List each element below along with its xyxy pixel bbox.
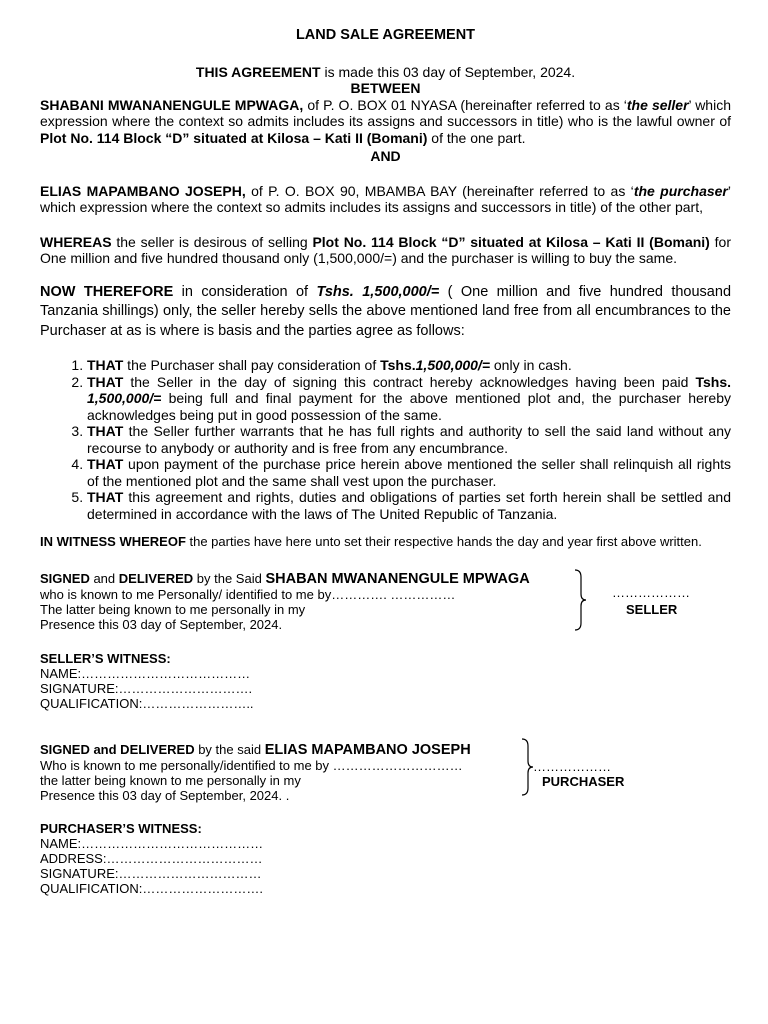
seller-text: of P. O. BOX 01 NYASA (hereinafter referred to as ‘	[303, 96, 627, 113]
clause-text-end: being full and final payment for the above mentioned plot and, the purchaser hereby acknowledges being put in good possession of the same.	[87, 390, 731, 423]
clause-item	[87, 489, 731, 522]
purchaser-term: the purchaser	[633, 182, 728, 199]
purchaser-witness-name-field: NAME:……………………………………	[40, 836, 264, 851]
clause-amount-value: 1,500,000/=	[87, 390, 162, 406]
clause-text: this agreement and rights, duties and obligations of parties set forth herein shall be settled and determined in accordance with the laws of The United Republic of Tanzania.	[87, 489, 731, 522]
in-witness-bold: IN WITNESS WHEREOF	[40, 534, 186, 549]
purchaser-witness-block	[40, 821, 731, 896]
intro-bold: THIS AGREEMENT	[195, 63, 321, 80]
purchaser-witness-signature-field: SIGNATURE:……………………………	[40, 866, 262, 881]
seller-signature-line: ………………	[612, 585, 690, 600]
whereas-bold: WHEREAS	[40, 233, 112, 250]
seller-name: SHABANI MWANANENGULE MPWAGA,	[40, 96, 304, 113]
now-therefore-paragraph	[40, 283, 731, 342]
clause-text: the Seller further warrants that he has full rights and authority to sell the said land without any recourse to anybody or authority and is free from any encumbrance.	[87, 423, 731, 456]
clause-amount: Tshs.	[695, 373, 731, 390]
whereas-plot: Plot No. 114 Block “D” situated at Kilosa – Kati II (Bomani)	[312, 233, 710, 250]
by-word: by the said	[194, 742, 265, 757]
purchaser-signed-line	[40, 742, 731, 758]
seller-witness-name-field: NAME:…………………………………	[40, 666, 251, 681]
now-text-2: ( One million and five hundred thousand Tanzania shillings) only, the seller hereby sells the above mentioned land free from all encumbrances to the Purchaser at as is where is basis and the parties agree as follows:	[40, 283, 732, 339]
seller-sig-line-4: Presence this 03 day of September, 2024.	[40, 617, 283, 632]
purchaser-signature-block	[40, 742, 731, 804]
clause-item	[87, 357, 731, 374]
clause-text: the Purchaser shall pay consideration of	[123, 357, 381, 373]
seller-paragraph	[40, 97, 731, 147]
clause-lead: THAT	[87, 489, 124, 505]
signed-label: SIGNED	[40, 571, 90, 586]
delivered-label: DELIVERED	[118, 571, 194, 586]
purchaser-text-2: ’ which expression where the context so admits includes its assigns and successors in title) of the other part,	[40, 182, 731, 215]
seller-sig-line-2: who is known to me Personally/ identified to me by…………. ……………	[40, 587, 456, 602]
clause-item	[87, 423, 731, 456]
intro-text: is made this 03 day of September, 2024.	[320, 63, 576, 80]
seller-witness-block	[40, 651, 731, 711]
consideration-amount: Tshs. 1,500,000/=	[316, 283, 440, 300]
clause-lead: THAT	[87, 456, 124, 472]
document-title: LAND SALE AGREEMENT	[295, 27, 476, 43]
whereas-paragraph	[40, 234, 731, 267]
purchaser-sig-line-2: Who is known to me personally/identified to me by …………………………	[40, 758, 463, 773]
seller-signature-block	[40, 571, 731, 635]
agreement-intro	[40, 64, 731, 81]
purchaser-text: of P. O. BOX 90, MBAMBA BAY (hereinafter referred to as ‘	[245, 182, 634, 199]
purchaser-label: PURCHASER	[542, 774, 625, 789]
and-heading: AND	[370, 148, 401, 164]
seller-sig-line-3: The latter being known to me personally in my	[40, 602, 306, 617]
seller-text-2: ’ which expression where the context so admits includes its assigns and successors in title) who is the lawful owner of	[40, 96, 731, 129]
between-heading: BETWEEN	[350, 80, 421, 96]
clauses-list	[40, 357, 731, 522]
seller-witness-qualification-field: QUALIFICATION:……………………..	[40, 696, 254, 711]
now-text: in consideration of	[173, 283, 317, 300]
seller-brace-icon	[573, 569, 587, 631]
seller-label: SELLER	[626, 602, 678, 617]
clause-amount-value: 1,500,000/=	[415, 357, 490, 373]
and-word: and	[89, 571, 119, 586]
clause-text: the Seller in the day of signing this contract hereby acknowledges having been paid	[123, 373, 696, 390]
purchaser-witness-address-field: ADDRESS:………………………………	[40, 851, 263, 866]
whereas-text-2: for One million and five hundred thousand only (1,500,000/=) and the purchaser is willing to buy the same.	[40, 233, 731, 266]
by-word: by the Said	[193, 571, 266, 586]
purchaser-brace-icon	[520, 738, 534, 796]
purchaser-sig-name: ELIAS MAPAMBANO JOSEPH	[264, 742, 471, 758]
document-page	[40, 27, 731, 896]
whereas-text: the seller is desirous of selling	[111, 233, 313, 250]
clause-lead: THAT	[87, 423, 124, 439]
plot-description: Plot No. 114 Block “D” situated at Kilosa – Kati II (Bomani)	[40, 129, 428, 146]
in-witness-paragraph	[40, 534, 731, 549]
clause-lead: THAT	[87, 373, 124, 390]
purchaser-signature-line: ………………	[533, 759, 611, 774]
in-witness-text: the parties have here unto set their respective hands the day and year first above written.	[185, 534, 702, 549]
purchaser-name: ELIAS MAPAMBANO JOSEPH,	[40, 182, 246, 199]
now-therefore-bold: NOW THEREFORE	[40, 283, 174, 300]
purchaser-witness-qualification-field: QUALIFICATION:……………………….	[40, 881, 263, 896]
purchaser-paragraph	[40, 183, 731, 216]
clause-text-end: only in cash.	[490, 357, 572, 373]
seller-sig-name: SHABAN MWANANENGULE MPWAGA	[265, 571, 530, 587]
seller-witness-signature-field: SIGNATURE:………………………….	[40, 681, 253, 696]
clause-amount: Tshs.	[380, 357, 416, 373]
signed-and-delivered-label: SIGNED and DELIVERED	[40, 742, 195, 757]
purchaser-sig-line-3: the latter being known to me personally in my	[40, 773, 301, 788]
seller-term: the seller	[626, 96, 689, 113]
clause-text: upon payment of the purchase price herein above mentioned the seller shall relinquish all rights of the mentioned plot and the same shall vest upon the purchaser.	[87, 456, 731, 489]
seller-witness-heading: SELLER’S WITNESS:	[40, 651, 171, 666]
purchaser-witness-heading: PURCHASER’S WITNESS:	[40, 821, 202, 836]
clause-item	[87, 374, 731, 424]
clause-item	[87, 456, 731, 489]
purchaser-sig-line-4: Presence this 03 day of September, 2024. .	[40, 788, 290, 803]
seller-text-3: of the one part.	[427, 129, 526, 146]
clause-lead: THAT	[87, 357, 124, 373]
